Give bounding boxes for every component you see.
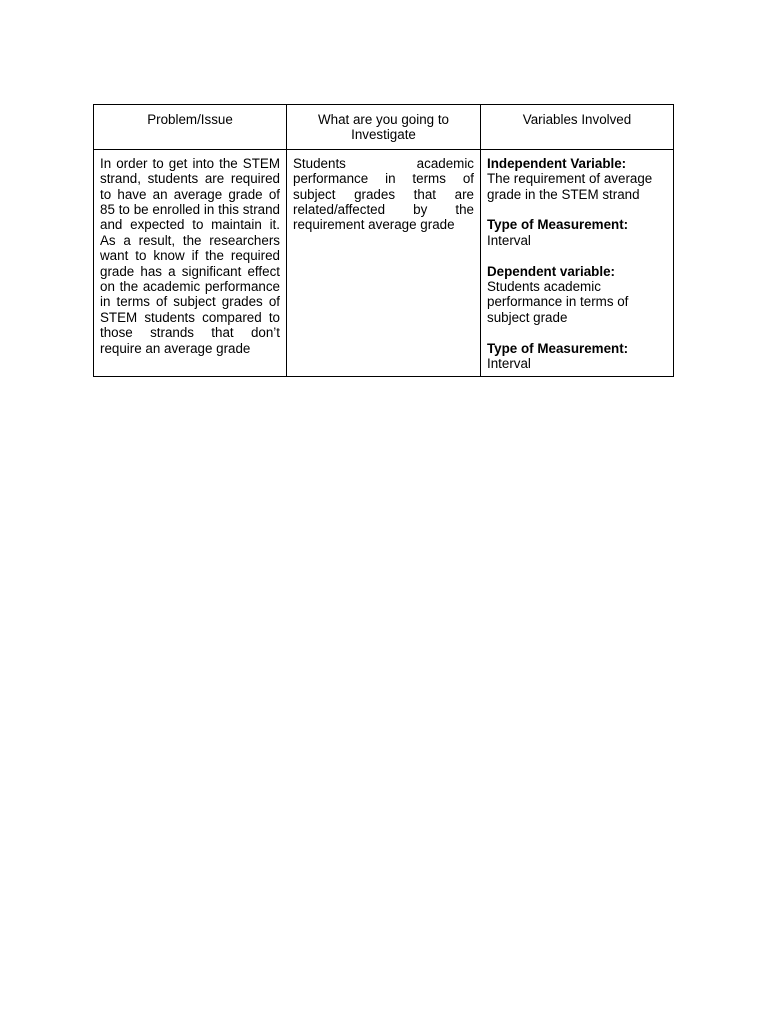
variables-cell xyxy=(481,149,674,377)
independent-variable-block xyxy=(487,156,667,202)
table-row xyxy=(94,149,674,377)
dependent-variable-block xyxy=(487,264,667,326)
investigate-cell xyxy=(287,149,481,377)
header-problem-issue: Problem/Issue xyxy=(94,105,287,150)
independent-variable-value: The requirement of average grade in the STEM strand xyxy=(487,171,653,202)
problem-text: In order to get into the STEM strand, students are required to have an average grade of 85 to be enrolled in this strand and expected to maintain it. As a result, the researchers want to know if the required grade has a significant effect on the academic performance in terms of subject grades of STEM students compared to those strands that don’t require an average grade xyxy=(100,155,280,356)
dependent-measurement-block xyxy=(487,341,667,372)
dependent-variable-value: Students academic performance in terms of subject grade xyxy=(487,279,629,325)
independent-measurement-value: Interval xyxy=(487,232,531,248)
investigate-text: Students academic performance in terms of subject grades that are related/affected by the requirement average grade xyxy=(293,155,474,233)
problem-cell xyxy=(94,149,287,377)
dependent-measurement-label: Type of Measurement: xyxy=(487,340,629,356)
independent-variable-label: Independent Variable: xyxy=(487,155,627,171)
independent-measurement-block xyxy=(487,217,667,248)
table-header-row xyxy=(94,105,674,150)
header-variables-involved: Variables Involved xyxy=(481,105,674,150)
dependent-variable-label: Dependent variable: xyxy=(487,263,615,279)
header-investigate: What are you going to Investigate xyxy=(287,105,481,150)
research-table xyxy=(93,104,674,377)
dependent-measurement-value: Interval xyxy=(487,356,531,372)
independent-measurement-label: Type of Measurement: xyxy=(487,217,629,233)
